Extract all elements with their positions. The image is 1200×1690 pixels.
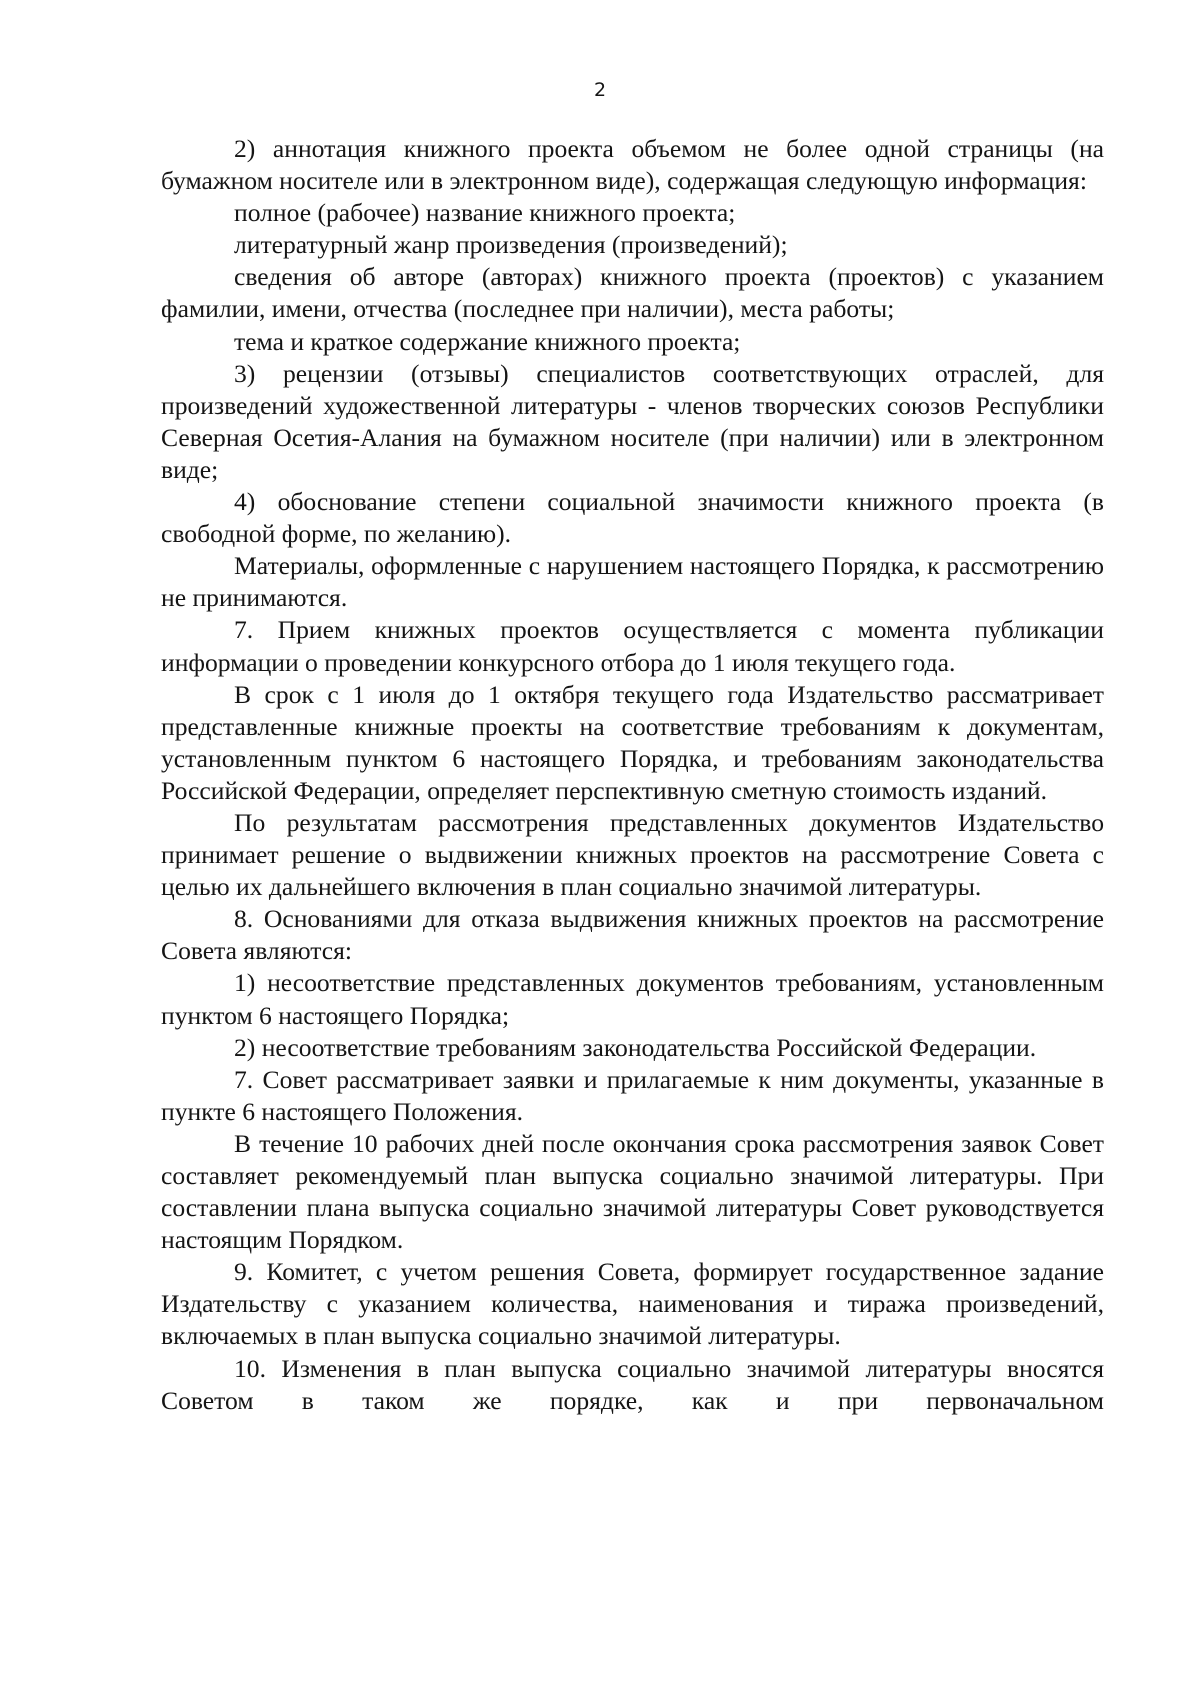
paragraph-ground-1: 1) несоответствие представленных документов требованиям, установленным пунктом 6 настоящего Порядка; [161, 968, 1104, 1030]
paragraph-council-plan: В течение 10 рабочих дней после окончания срока рассмотрения заявок Совет составляет рекомендуемый план выпуска социально значимой литературы. При составлении плана выпуска социально значимой литературы Совет руководствуется настоящим Порядком. [161, 1128, 1104, 1255]
paragraph-author-item: сведения об авторе (авторах) книжного проекта (проектов) с указанием фамилии, имени, отчества (последнее при наличии), места работы; [161, 262, 1104, 324]
paragraph-item-7-council: 7. Совет рассматривает заявки и прилагаемые к ним документы, указанные в пункте 6 настоящего Положения. [161, 1064, 1104, 1126]
paragraph-reviews: 3) рецензии (отзывы) специалистов соответствующих отраслей, для произведений художественной литературы - членов творческих союзов Республики Северная Осетия-Алания на бумажном носителе (при наличии) или в электронном виде; [161, 358, 1104, 484]
paragraph-item-8-grounds: 8. Основаниями для отказа выдвижения книжных проектов на рассмотрение Совета являются: [161, 904, 1104, 966]
paragraph-review-period: В срок с 1 июля до 1 октября текущего года Издательство рассматривает представленные книжные проекты на соответствие требованиям к документам, установленным пунктом 6 настоящего Порядка, и требованиям законодательства Российской Федерации, определяет перспективную сметную стоимость изданий. [161, 679, 1104, 805]
page-number: 2 [593, 79, 607, 101]
paragraph-item-7-reception: 7. Прием книжных проектов осуществляется с момента публикации информации о проведении конкурсного отбора до 1 июля текущего года. [161, 615, 1104, 677]
paragraph-genre-item: литературный жанр произведения (произведений); [234, 230, 788, 260]
paragraph-review-results: По результатам рассмотрения представленных документов Издательство принимает решение о выдвижении книжных проектов на рассмотрение Совета с целью их дальнейшего включения в план социально значимой литературы. [161, 807, 1104, 902]
paragraph-theme-item: тема и краткое содержание книжного проекта; [234, 326, 741, 356]
paragraph-justification: 4) обоснование степени социальной значимости книжного проекта (в свободной форме, по желанию). [161, 487, 1104, 549]
paragraph-title-item: полное (рабочее) название книжного проекта; [234, 198, 736, 228]
paragraph-item-9-committee: 9. Комитет, с учетом решения Совета, формирует государственное задание Издательству с указанием количества, наименования и тиража произведений, включаемых в план выпуска социально значимой литературы. [161, 1257, 1104, 1351]
paragraph-item-10-changes: 10. Изменения в план выпуска социально значимой литературы вносятся Советом в таком же порядке, как и при первоначальном [161, 1353, 1104, 1415]
paragraph-annotation: 2) аннотация книжного проекта объемом не более одной страницы (на бумажном носителе или в электронном виде), содержащая следующую информация: [161, 134, 1104, 196]
paragraph-materials: Материалы, оформленные с нарушением настоящего Порядка, к рассмотрению не принимаются. [161, 551, 1104, 613]
document-body [161, 133, 1104, 1417]
paragraph-ground-2: 2) несоответствие требованиям законодательства Российской Федерации. [234, 1032, 1037, 1062]
